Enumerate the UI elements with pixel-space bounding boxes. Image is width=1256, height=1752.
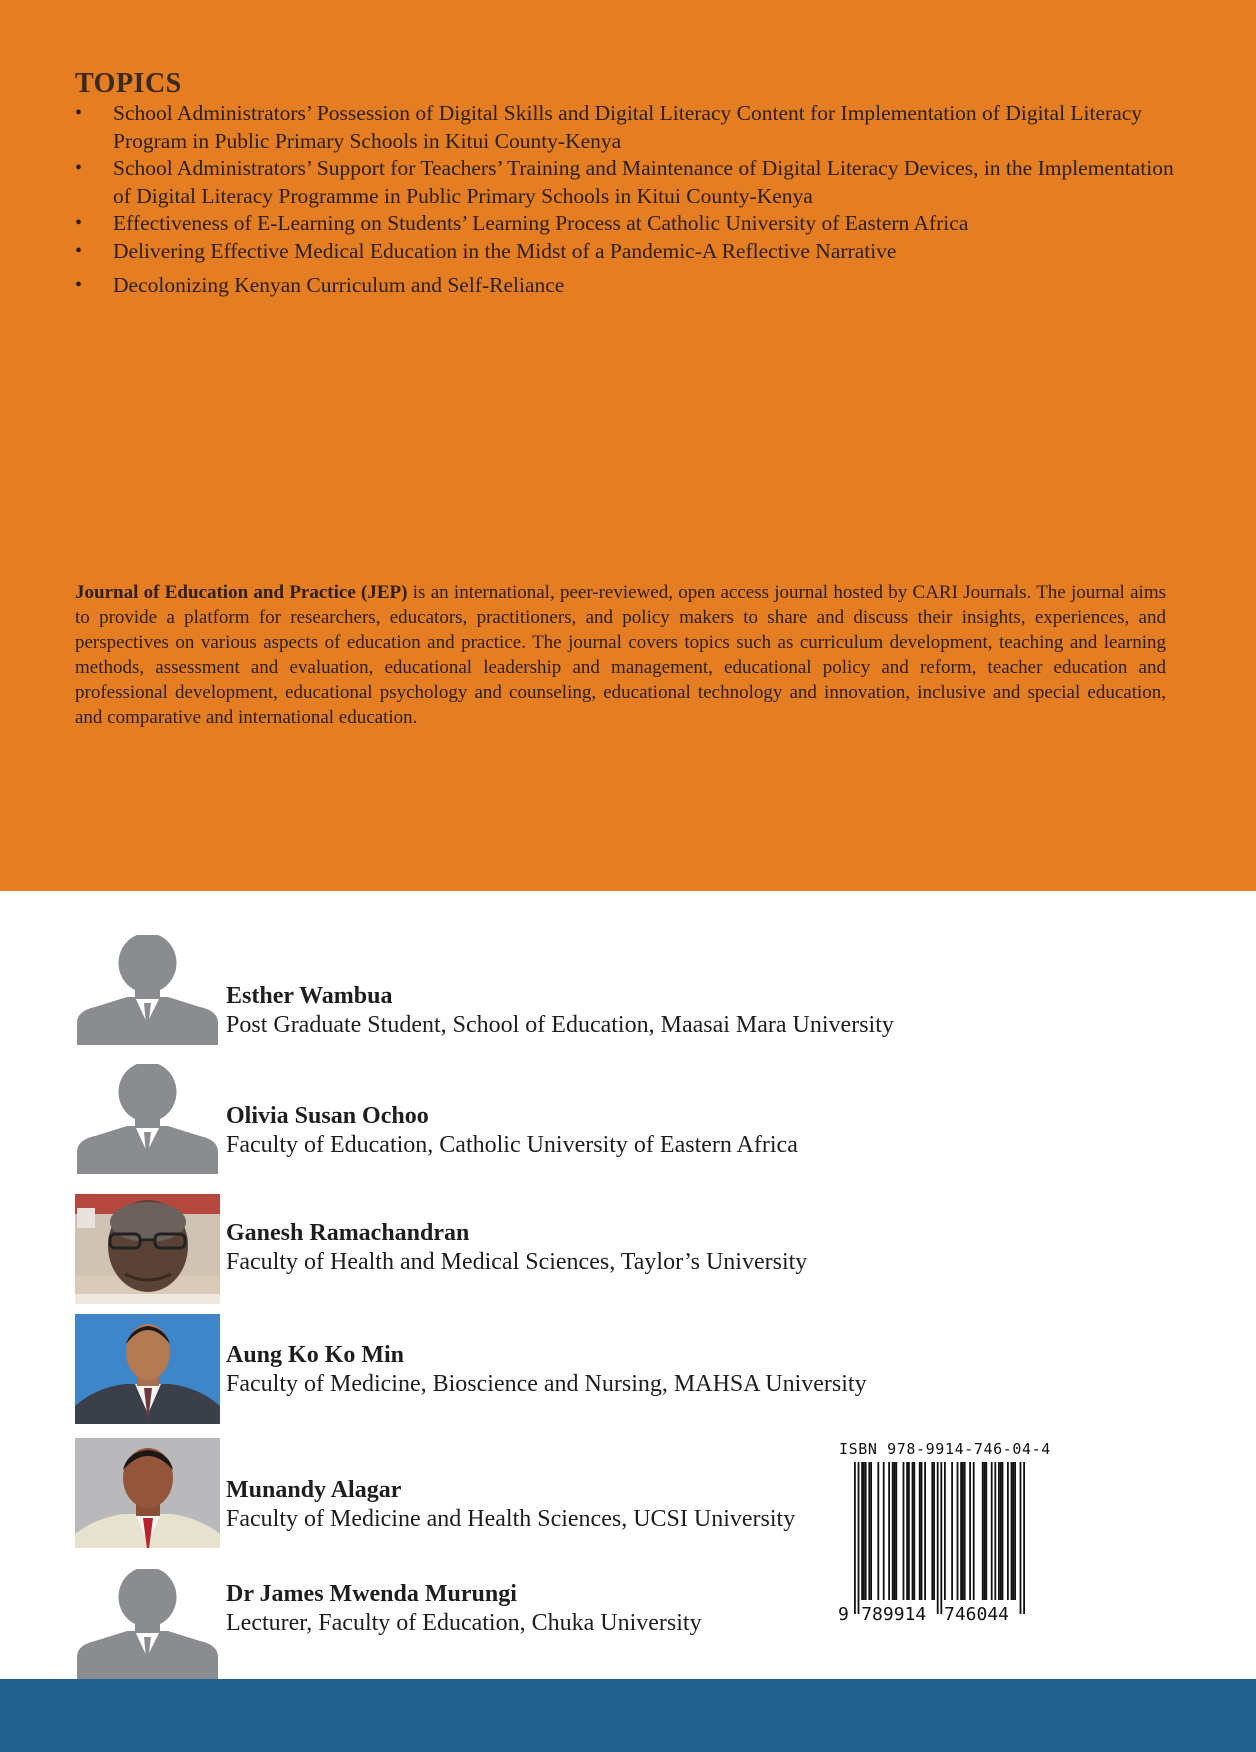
barcode-bar <box>960 1462 962 1600</box>
isbn-label: ISBN 978-9914-746-04-4 <box>839 1440 1051 1458</box>
topic-item: • School Administrators’ Possession of Digital Skills and Digital Literacy Content for Implementation of Digital Literacy Program in Public Primary Schools in Kitui County-Kenya <box>75 100 1175 155</box>
author-name: Esther Wambua <box>226 983 393 1009</box>
barcode-bar <box>870 1462 872 1600</box>
barcode-bar <box>924 1462 926 1600</box>
journal-description <box>75 580 1166 730</box>
barcode-bar <box>858 1462 860 1614</box>
barcode-bar <box>964 1462 966 1600</box>
journal-description-text: is an international, peer-reviewed, open access journal hosted by CARI Journals. The journal aims to provide a platform for researchers, educators, practitioners, and policy makers to share and discuss their insights, experiences, and perspectives on various aspects of education and practice. The journal covers topics such as curriculum development, teaching and learning methods, assessment and evaluation, educational leadership and management, educational policy and reform, teacher education and professional development, educational psychology and counseling, educational technology and innovation, inclusive and special education, and comparative and international education. <box>75 582 1166 728</box>
author-name: Ganesh Ramachandran <box>226 1220 470 1246</box>
author-affiliation: Faculty of Medicine, Bioscience and Nursing, MAHSA University <box>226 1371 867 1397</box>
author-entry <box>75 1314 975 1424</box>
barcode-bar <box>991 1462 993 1600</box>
barcode-bar <box>894 1462 896 1600</box>
barcode-bar <box>877 1462 879 1600</box>
barcode-bar <box>854 1462 856 1614</box>
author-name: Olivia Susan Ochoo <box>226 1103 429 1129</box>
barcode-bar <box>984 1462 986 1600</box>
barcode-bar <box>962 1462 964 1600</box>
silhouette-icon <box>75 1064 220 1174</box>
author-portrait-photo <box>75 1438 220 1548</box>
barcode-bar <box>908 1462 910 1600</box>
journal-name: Journal of Education and Practice (JEP) <box>75 582 408 603</box>
barcode-bar <box>912 1462 914 1600</box>
barcode-bar <box>865 1462 867 1600</box>
isbn-barcode <box>836 1440 1056 1625</box>
footer-band <box>0 1679 1256 1752</box>
barcode-digits: 746044 <box>944 1604 1010 1622</box>
author-entry <box>75 935 975 1045</box>
barcode-bar <box>895 1462 897 1600</box>
author-affiliation: Lecturer, Faculty of Education, Chuka University <box>226 1610 702 1636</box>
barcode-bar <box>973 1462 975 1600</box>
barcode-bar <box>998 1462 1000 1600</box>
barcode-bar <box>969 1462 971 1600</box>
author-entry <box>75 1194 975 1304</box>
author-entry <box>75 1064 975 1174</box>
topic-item: • Decolonizing Kenyan Curriculum and Self-Reliance <box>75 272 1175 300</box>
barcode-bar <box>1000 1462 1002 1600</box>
barcode-bar <box>1014 1462 1016 1600</box>
barcode-bar <box>1011 1462 1013 1600</box>
author-name: Aung Ko Ko Min <box>226 1342 405 1368</box>
barcode-bar <box>951 1462 953 1600</box>
barcode-bar <box>906 1462 908 1600</box>
barcode-bar <box>863 1462 865 1600</box>
barcode-bar <box>994 1462 996 1600</box>
barcode-bar <box>903 1462 905 1600</box>
author-portrait-photo <box>75 1194 220 1304</box>
author-affiliation: Faculty of Medicine and Health Sciences, UCSI University <box>226 1506 796 1532</box>
barcode-bar <box>861 1462 863 1600</box>
barcode-bar <box>944 1462 946 1600</box>
barcode-bar <box>957 1462 959 1600</box>
barcode-bar <box>1002 1462 1004 1600</box>
barcode-bar <box>883 1462 885 1600</box>
barcode-bar <box>868 1462 870 1600</box>
author-affiliation: Faculty of Education, Catholic University of Eastern Africa <box>226 1132 798 1158</box>
barcode-bar <box>888 1462 890 1600</box>
barcode-bar <box>982 1462 984 1600</box>
silhouette-icon <box>75 1569 220 1679</box>
topic-item: • School Administrators’ Support for Teachers’ Training and Maintenance of Digital Literacy Devices, in the Implementation of Digital Literacy Programme in Public Primary Schools in Kitui County-Kenya <box>75 155 1175 210</box>
barcode-bar <box>919 1462 921 1600</box>
barcode-bar <box>921 1462 923 1600</box>
barcode-bar <box>1023 1462 1025 1614</box>
topic-item: • Delivering Effective Medical Education in the Midst of a Pandemic-A Reflective Narrative <box>75 238 1175 266</box>
author-name: Munandy Alagar <box>226 1477 402 1503</box>
topics-heading: TOPICS <box>75 68 182 99</box>
barcode-digits: 789914 <box>861 1604 927 1622</box>
barcode-image <box>836 1462 1056 1622</box>
topics-list <box>75 100 1175 300</box>
barcode-bar <box>892 1462 894 1600</box>
barcode-bar <box>931 1462 933 1600</box>
barcode-digits: 9 <box>838 1604 849 1622</box>
topic-item: • Effectiveness of E-Learning on Students’ Learning Process at Catholic University of Eastern Africa <box>75 210 1175 238</box>
barcode-bar <box>1020 1462 1022 1614</box>
silhouette-icon <box>75 935 220 1045</box>
barcode-bar <box>940 1462 942 1614</box>
barcode-bar <box>1007 1462 1009 1600</box>
author-affiliation: Faculty of Health and Medical Sciences, Taylor’s University <box>226 1249 808 1275</box>
barcode-bar <box>937 1462 939 1614</box>
barcode-bar <box>985 1462 987 1600</box>
barcode-bar <box>933 1462 935 1600</box>
author-portrait-photo <box>75 1314 220 1424</box>
author-name: Dr James Mwenda Murungi <box>226 1581 517 1607</box>
barcode-bar <box>913 1462 915 1600</box>
barcode-bar <box>1012 1462 1014 1600</box>
author-affiliation: Post Graduate Student, School of Education, Maasai Mara University <box>226 1012 894 1038</box>
